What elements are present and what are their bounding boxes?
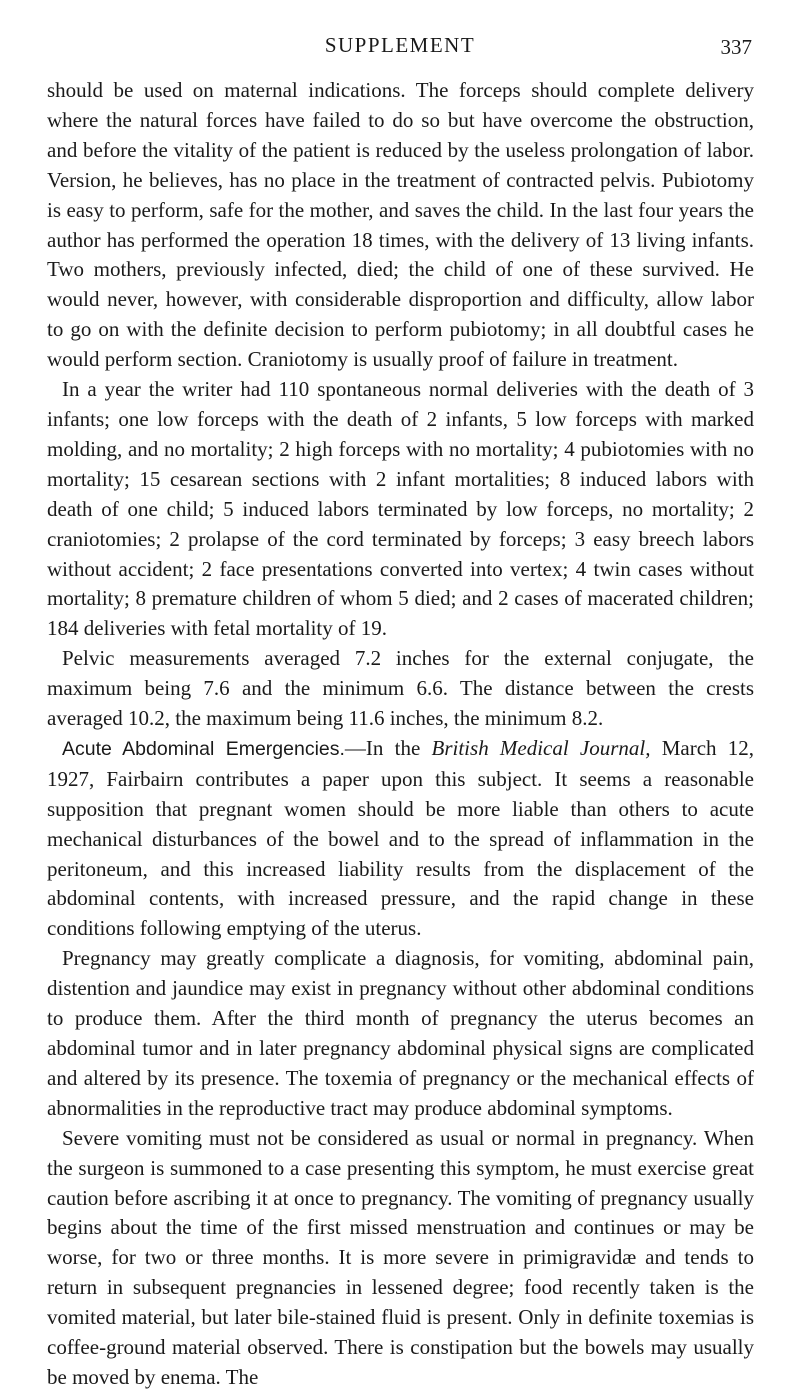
- section-heading: Acute Abdominal Emergencies.: [62, 737, 345, 760]
- paragraph-delivery-statistics: In a year the writer had 110 spontaneous normal deliveries with the death of 3 infants; one low forceps with the death of 2 infants, 5 low forceps with marked molding, and no mortality; 2 high forceps with no mortality; 4 pubiotomies with no mortality; 15 cesarean sections with 2 infant mortalities; 8 induced labors with death of one child; 5 induced labors terminated by low forceps, no mortality; 2 craniotomies; 2 prolapse of the cord terminated by forceps; 3 easy breech labors without accident; 2 face presentations converted into vertex; 4 twin cases without mortality; 8 premature children of whom 5 died; and 2 cases of macerated children; 184 deliveries with fetal mortality of 19.: [47, 377, 754, 641]
- paragraph-diagnosis: Pregnancy may greatly complicate a diagnosis, for vomiting, abdominal pain, distention and jaundice may exist in pregnancy without other abdominal conditions to produce them. After the third month of pregnancy the uterus becomes an abdominal tumor and in later pregnancy abdominal physical signs are complicated and altered by its presence. The toxemia of pregnancy or the mechanical effects of abnormalities in the reproductive tract may produce abdominal symptoms.: [47, 946, 754, 1120]
- running-title: SUPPLEMENT: [324, 33, 476, 57]
- paragraph-pelvic-measurements: Pelvic measurements averaged 7.2 inches for the external conjugate, the maximum being 7.6 and the minimum 6.6. The distance between the crests averaged 10.2, the maximum being 11.6 inches, the minimum 8.2.: [47, 646, 754, 731]
- heading-dash: —In the: [344, 735, 432, 760]
- paragraph-severe-vomiting: Severe vomiting must not be considered as usual or normal in pregnancy. When the surgeon is summoned to a case presenting this symptom, he must exercise great caution before ascribing it at once to pregnancy. The vomiting of pregnancy usually begins about the time of the first missed menstruation and continues or may be worse, for two or three months. It is more severe in primigravidæ and tends to return in subsequent pregnancies in lessened degree; food recently taken is the vomited material, but later bile-stained fluid is present. Only in definite toxemias is coffee-ground material observed. There is constipation but the bowels may usually be moved by enema. The: [47, 1125, 754, 1389]
- paragraph-pubiotomy: should be used on maternal indications. The forceps should complete delivery where the natural forces have failed to do so but have overcome the obstruction, and before the vitality of the patient is reduced by the useless prolongation of labor. Version, he believes, has no place in the treatment of contracted pelvis. Pubiotomy is easy to perform, safe for the mother, and saves the child. In the last four years the author has performed the operation 18 times, with the delivery of 13 living infants. Two mothers, previously infected, died; the child of one of these survived. He would never, however, with considerable disproportion and difficulty, allow labor to go on with the definite decision to perform pubiotomy; in all doubtful cases he would perform section. Craniotomy is usually proof of failure in treatment.: [47, 78, 754, 372]
- page-number: 337: [720, 35, 752, 59]
- journal-citation: British Medical Journal,: [431, 735, 651, 760]
- page-header: [0, 33, 800, 63]
- body-text: [47, 76, 754, 1393]
- paragraph-acute-abdominal-emergencies: [47, 734, 754, 944]
- paragraph-text: March 12, 1927, Fairbairn contributes a paper upon this subject. It seems a reasonable supposition that pregnant women should be more liable than others to acute mechanical disturbances of the bowel and to the spread of inflammation in the peritoneum, and this increased liability results from the displacement of the abdominal contents, with increased pressure, and the rapid change in these conditions following emptying of the uterus.: [47, 735, 755, 941]
